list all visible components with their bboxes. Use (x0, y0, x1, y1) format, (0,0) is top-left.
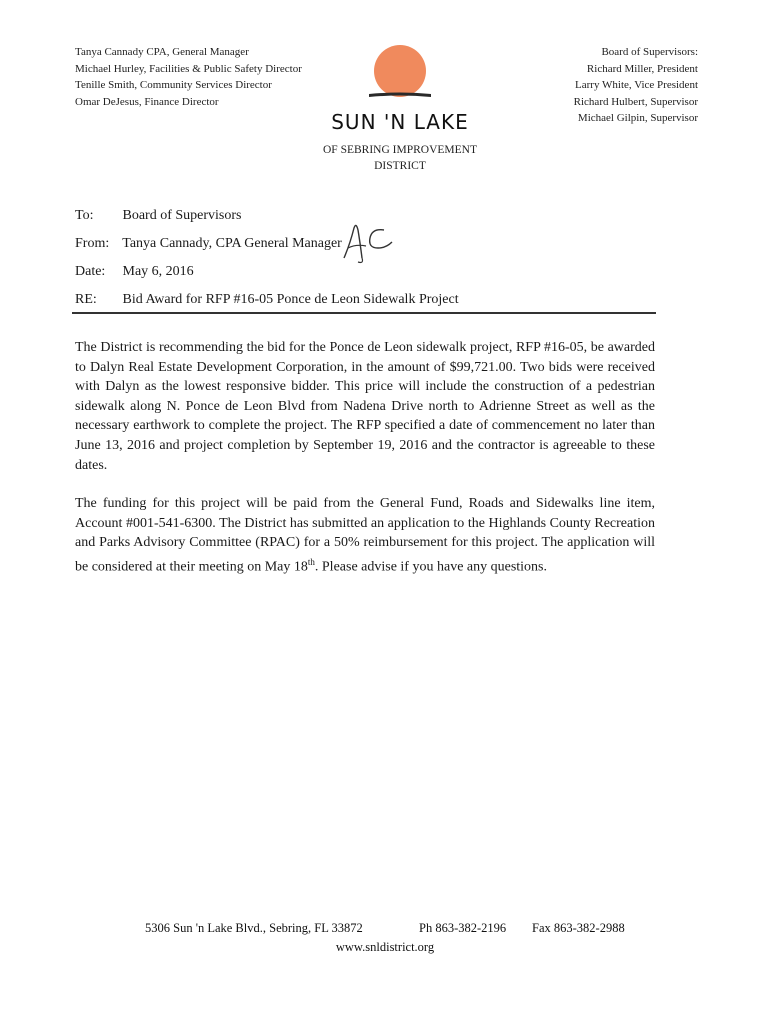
body-paragraph-2-end: . Please advise if you have any questions. (314, 559, 548, 575)
memo-to-value: Board of Supervisors (122, 208, 242, 223)
district-logo (315, 44, 485, 176)
memo-re-row (75, 292, 459, 308)
footer-fax: Fax 863-382-2988 (532, 921, 625, 935)
memo-from-row (75, 236, 342, 252)
memo-re-label: RE: (75, 292, 97, 307)
sun-icon (374, 45, 426, 97)
footer-phone: Ph 863-382-2196 (419, 921, 507, 935)
memo-date-value: May 6, 2016 (122, 264, 194, 279)
memo-from-label: From: (75, 236, 110, 251)
footer-address: 5306 Sun 'n Lake Blvd., Sebring, FL 33872 (145, 921, 363, 935)
memo-body (75, 338, 655, 596)
ordinal-suffix: th (307, 556, 315, 567)
memo-re-value: Bid Award for RFP #16-05 Ponce de Leon Sidewalk Project (122, 292, 459, 307)
board-item-supervisor-1: Richard Hulbert, Supervisor (573, 95, 698, 108)
logo-subtitle (315, 142, 485, 174)
footer-website: www.snldistrict.org (335, 940, 435, 954)
memo-from-value: Tanya Cannady, CPA General Manager (122, 236, 342, 251)
body-paragraph-1: The District is recommending the bid for the Ponce de Leon sidewalk project, RFP #16-05, be awarded to Dalyn Real Estate Development Corporation, in the amount of $99,721.00. Two bids were received with Dalyn as the lowest responsive bidder. This price will include the construction of a pedestrian sidewalk along N. Ponce de Leon Blvd from Nadena Drive north to Adrienne Street as well as the necessary earthwork to complete the project. The RFP specified a date of commencement no later than June 13, 2016 and project completion by September 19, 2016 and the contractor is agreeable to these dates. (75, 340, 655, 473)
sun-lake-icon (315, 44, 485, 114)
staff-item-finance-director: Omar DeJesus, Finance Director (75, 95, 219, 108)
signature-initials (340, 218, 396, 266)
logo-subtitle-line1: OF SEBRING IMPROVEMENT (323, 144, 477, 156)
header-divider (72, 312, 656, 314)
board-item-supervisor-2: Michael Gilpin, Supervisor (577, 112, 698, 125)
board-item-vice-president: Larry White, Vice President (575, 79, 698, 92)
body-paragraph-2-text: The funding for this project will be paid from the General Fund, Roads and Sidewalks line item, Account #001-541-6300. The District has submitted an application to the Highlands County Recreation and Parks Advisory Committee (RPAC) for a 50% reimbursement for this project. The application will be considered at their meeting on May 18 (75, 496, 655, 575)
staff-item-community-director: Tenille Smith, Community Services Director (75, 79, 272, 92)
memo-date-row (75, 264, 194, 280)
memo-to-label: To: (75, 208, 94, 223)
board-heading: Board of Supervisors: (601, 46, 698, 58)
logo-subtitle-line2: DISTRICT (374, 160, 426, 172)
staff-item-facilities-director: Michael Hurley, Facilities & Public Safety Director (75, 62, 302, 75)
body-paragraph-2 (75, 494, 655, 577)
memo-date-label: Date: (75, 264, 106, 279)
memo-to-row (75, 208, 242, 224)
board-item-president: Richard Miller, President (586, 62, 698, 75)
board-list (574, 44, 698, 127)
staff-item-general-manager: Tanya Cannady CPA, General Manager (75, 46, 249, 58)
logo-name: SUN 'N LAKE (331, 110, 469, 134)
staff-list (75, 44, 302, 110)
